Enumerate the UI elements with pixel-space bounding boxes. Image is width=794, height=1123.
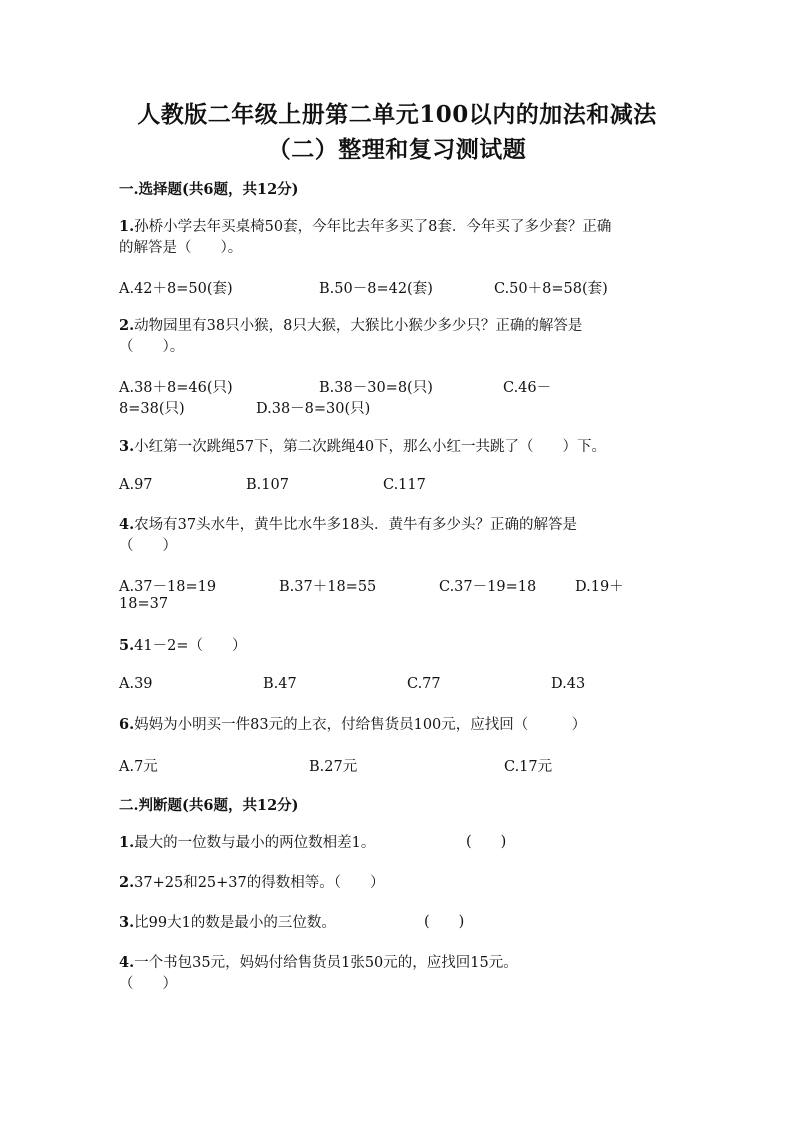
question-number: 3.: [119, 914, 135, 931]
question-number: 1.: [119, 834, 135, 851]
option-b[interactable]: B.38－30=8(只): [319, 380, 433, 396]
option-b[interactable]: B.50－8=42(套): [319, 281, 433, 297]
question-number: 4.: [119, 954, 135, 971]
choice-question-4: [119, 514, 689, 557]
choice-question-1: [119, 216, 689, 259]
question-text-cont: （ ）。: [119, 339, 185, 355]
option-c[interactable]: C.77: [407, 676, 441, 692]
option-a[interactable]: A.7元: [119, 759, 158, 775]
choice-options-6: [119, 755, 719, 797]
choice-question-2: [119, 315, 689, 358]
option-a[interactable]: A.39: [119, 676, 153, 692]
choice-question-5: [119, 635, 689, 657]
option-a[interactable]: A.37－18=19: [119, 579, 217, 595]
section-heading-choice: 一.选择题(共6题，共12分): [119, 181, 299, 198]
option-c[interactable]: C.50＋8=58(套): [494, 281, 608, 297]
question-text: 动物园里有38只小猴，8只大猴，大猴比小猴少多少只？正确的解答是: [134, 318, 583, 334]
question-number: 5.: [119, 637, 135, 654]
option-a[interactable]: A.97: [119, 477, 153, 493]
choice-question-3: [119, 436, 689, 458]
option-c[interactable]: C.17元: [504, 759, 553, 775]
option-b[interactable]: B.37＋18=55: [279, 579, 377, 595]
choice-options-4: [119, 575, 719, 617]
question-text: 比99大1的数是最小的三位数。: [134, 915, 336, 931]
choice-options-1: [119, 277, 719, 319]
question-text: 37+25和25+37的得数相等。（ ）: [134, 875, 385, 891]
judge-question-2: [119, 872, 689, 894]
question-text-cont: （ ）: [119, 538, 177, 554]
option-c[interactable]: C.37－19=18: [439, 579, 537, 595]
answer-blank[interactable]: ( ): [466, 834, 507, 850]
option-d[interactable]: D.19＋: [575, 579, 624, 595]
option-c-cont: 8=38(只): [119, 401, 185, 417]
question-number: 6.: [119, 716, 135, 733]
question-text: 41－2=（ ）: [134, 638, 247, 654]
question-text: 最大的一位数与最小的两位数相差1。: [134, 835, 376, 851]
judge-question-4: [119, 952, 689, 995]
choice-options-2: [119, 376, 719, 418]
choice-question-6: [119, 714, 689, 736]
option-b[interactable]: B.107: [246, 477, 289, 493]
question-text-cont: （ ）: [119, 976, 177, 992]
question-number: 2.: [119, 317, 135, 334]
option-c[interactable]: C.117: [383, 477, 426, 493]
option-a[interactable]: A.42＋8=50(套): [119, 281, 233, 297]
section-heading-judge: 二.判断题(共6题，共12分): [119, 797, 299, 814]
option-c[interactable]: C.46－: [503, 380, 552, 396]
answer-blank[interactable]: ( ): [424, 914, 465, 930]
question-number: 4.: [119, 516, 135, 533]
question-text: 妈妈为小明买一件83元的上衣，付给售货员100元，应找回（ ）: [134, 717, 587, 733]
question-number: 2.: [119, 874, 135, 891]
choice-options-3: [119, 477, 719, 519]
question-text: 孙桥小学去年买桌椅50套，今年比去年多买了8套．今年买了多少套？正确: [134, 219, 612, 235]
option-b[interactable]: B.27元: [309, 759, 358, 775]
question-text: 小红第一次跳绳57下，第二次跳绳40下，那么小红一共跳了（ ）下。: [134, 439, 607, 455]
question-text: 农场有37头水牛，黄牛比水牛多18头．黄牛有多少头？正确的解答是: [134, 517, 578, 533]
option-d[interactable]: D.38－8=30(只): [256, 401, 371, 417]
title-line-2: （二）整理和复习测试题: [267, 136, 527, 163]
judge-question-3: [119, 912, 689, 934]
option-a[interactable]: A.38＋8=46(只): [119, 380, 233, 396]
title-line-1: 人教版二年级上册第二单元100以内的加法和减法: [137, 101, 657, 128]
question-number: 3.: [119, 438, 135, 455]
judge-question-1: [119, 832, 689, 854]
question-text-cont: 的解答是（ ）。: [119, 240, 243, 256]
option-d-cont: 18=37: [119, 596, 169, 612]
option-b[interactable]: B.47: [263, 676, 297, 692]
option-d[interactable]: D.43: [551, 676, 586, 692]
question-text: 一个书包35元，妈妈付给售货员1张50元的，应找回15元。: [134, 955, 518, 971]
question-number: 1.: [119, 218, 135, 235]
choice-options-5: [119, 676, 719, 718]
